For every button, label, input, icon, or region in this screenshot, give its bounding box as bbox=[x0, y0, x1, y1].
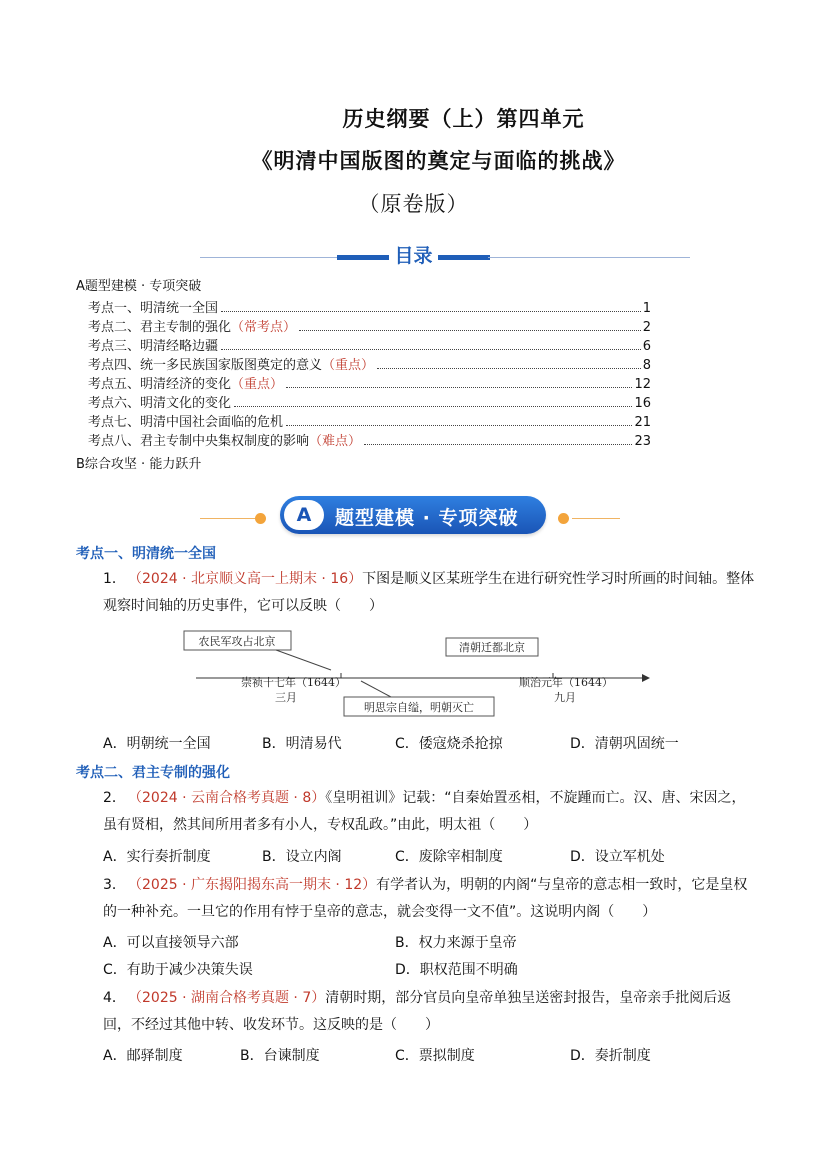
toc-item-label: 考点二、君主专制的强化 bbox=[88, 320, 232, 335]
question-1 bbox=[103, 566, 757, 620]
section-banner bbox=[200, 496, 620, 536]
toc-section-a[interactable]: A题型建模 · 专项突破 bbox=[76, 279, 202, 294]
toc-heading bbox=[200, 240, 690, 266]
event-label: 清朝迁都北京 bbox=[459, 641, 525, 654]
toc-item-label: 考点一、明清统一全国 bbox=[88, 301, 219, 316]
leader-dots bbox=[286, 425, 632, 426]
toc-item[interactable] bbox=[88, 354, 651, 372]
knowledge-point-heading: 考点一、明清统一全国 bbox=[76, 546, 216, 562]
option-b[interactable]: B．权力来源于皇帝 bbox=[395, 935, 517, 951]
month-label: 三月 bbox=[275, 691, 297, 704]
question-text: 下图是顺义区某班学生在进行研究性学习时所画的时间轴。整体观察时间轴的历史事件，它可以反映（ ） bbox=[103, 571, 755, 614]
divider bbox=[200, 257, 340, 258]
option-d[interactable]: D．设立军机处 bbox=[570, 849, 665, 865]
option-b[interactable]: B．明清易代 bbox=[262, 736, 342, 752]
toc-item[interactable] bbox=[88, 411, 651, 429]
toc-item-label: 考点八、君主专制中央集权制度的影响 bbox=[88, 434, 310, 449]
toc-item-tag: （重点） bbox=[322, 358, 375, 373]
document-version: （原卷版） bbox=[358, 192, 469, 216]
connector-line bbox=[276, 650, 331, 670]
toc-item[interactable] bbox=[88, 297, 651, 315]
question-source: （2025 · 湖南合格考真题 · 7） bbox=[128, 990, 326, 1006]
banner-text: 题型建模 · 专项突破 bbox=[335, 507, 519, 529]
option-a[interactable]: A．实行奏折制度 bbox=[103, 849, 211, 865]
toc-item-page: 21 bbox=[634, 415, 651, 430]
question-text: 《皇明祖训》记载：“自秦始置丞相，不旋踵而亡。汉、唐、宋因之，虽有贤相，然其间所用者多有小人，专权乱政。”由此，明太祖（ ） bbox=[103, 790, 746, 833]
option-c[interactable]: C．废除宰相制度 bbox=[395, 849, 503, 865]
divider bbox=[488, 257, 690, 258]
toc-item-label: 考点四、统一多民族国家版图奠定的意义 bbox=[88, 358, 323, 373]
toc-heading-label: 目录 bbox=[394, 245, 433, 267]
toc-item-label: 考点七、明清中国社会面临的危机 bbox=[88, 415, 284, 430]
divider bbox=[337, 255, 389, 260]
leader-dots bbox=[364, 444, 632, 445]
option-a[interactable]: A．邮驿制度 bbox=[103, 1048, 183, 1064]
toc-item[interactable] bbox=[88, 316, 651, 334]
option-b[interactable]: B．台谏制度 bbox=[240, 1048, 320, 1064]
question-number: 2． bbox=[103, 790, 126, 806]
toc-item-page: 12 bbox=[634, 377, 651, 392]
question-text: 有学者认为，明朝的内阁“与皇帝的意志相一致时，它是皇权的一种补充。一旦它的作用有悖于皇帝的意志，就会变得一文不值”。这说明内阁（ ） bbox=[103, 877, 748, 920]
option-c[interactable]: C．倭寇烧杀抢掠 bbox=[395, 736, 503, 752]
event-label: 农民军攻占北京 bbox=[198, 635, 276, 648]
toc-item[interactable] bbox=[88, 335, 651, 353]
dot-icon bbox=[558, 513, 569, 524]
knowledge-point-heading: 考点二、君主专制的强化 bbox=[76, 765, 230, 781]
toc-item-label: 考点五、明清经济的变化 bbox=[88, 377, 232, 392]
event-label: 明思宗自缢，明朝灭亡 bbox=[364, 701, 474, 714]
toc-item[interactable] bbox=[88, 430, 651, 448]
question-text: 清朝时期，部分官员向皇帝单独呈送密封报告，皇帝亲手批阅后返回，不经过其他中转、收发环节。这反映的是（ ） bbox=[103, 990, 732, 1033]
leader-dots bbox=[377, 368, 641, 369]
timeline-figure bbox=[176, 627, 651, 719]
leader-dots bbox=[234, 406, 632, 407]
toc-item-page: 1 bbox=[642, 301, 651, 316]
month-label: 九月 bbox=[554, 691, 576, 704]
question-4 bbox=[103, 985, 757, 1039]
option-d[interactable]: D．清朝巩固统一 bbox=[570, 736, 679, 752]
divider bbox=[572, 518, 620, 519]
toc-item-label: 考点三、明清经略边疆 bbox=[88, 339, 219, 354]
option-d[interactable]: D．职权范围不明确 bbox=[395, 962, 518, 978]
option-b[interactable]: B．设立内阁 bbox=[262, 849, 342, 865]
arrow-icon bbox=[642, 674, 650, 682]
divider bbox=[200, 518, 258, 519]
toc-item-label: 考点六、明清文化的变化 bbox=[88, 396, 232, 411]
divider bbox=[438, 255, 490, 260]
option-c[interactable]: C．票拟制度 bbox=[395, 1048, 475, 1064]
connector-line bbox=[361, 681, 391, 697]
toc-item-tag: （常考点） bbox=[231, 320, 297, 335]
leader-dots bbox=[286, 387, 632, 388]
dot-icon bbox=[255, 513, 266, 524]
toc-item[interactable] bbox=[88, 392, 651, 410]
toc-item-page: 6 bbox=[642, 339, 651, 354]
document-subtitle: 《明清中国版图的奠定与面临的挑战》 bbox=[251, 149, 626, 173]
option-c[interactable]: C．有助于减少决策失误 bbox=[103, 962, 253, 978]
toc-item-page: 23 bbox=[634, 434, 651, 449]
question-number: 4． bbox=[103, 990, 126, 1006]
banner-pill bbox=[280, 496, 546, 534]
leader-dots bbox=[221, 311, 641, 312]
option-a[interactable]: A．可以直接领导六部 bbox=[103, 935, 239, 951]
toc-section-b[interactable]: B综合攻坚 · 能力跃升 bbox=[76, 457, 202, 472]
toc-item-page: 8 bbox=[642, 358, 651, 373]
date-label: 崇祯十七年（1644） bbox=[241, 676, 346, 689]
document-title: 历史纲要（上）第四单元 bbox=[342, 107, 585, 131]
question-source: （2024 · 北京顺义高一上期末 · 16） bbox=[128, 571, 363, 587]
date-label: 顺治元年（1644） bbox=[519, 676, 613, 689]
question-number: 3． bbox=[103, 877, 126, 893]
option-a[interactable]: A．明朝统一全国 bbox=[103, 736, 211, 752]
toc-item-tag: （难点） bbox=[309, 434, 362, 449]
question-source: （2025 · 广东揭阳揭东高一期末 · 12） bbox=[128, 877, 377, 893]
toc-item[interactable] bbox=[88, 373, 651, 391]
question-source: （2024 · 云南合格考真题 · 8） bbox=[128, 790, 326, 806]
question-number: 1． bbox=[103, 571, 126, 587]
option-d[interactable]: D．奏折制度 bbox=[570, 1048, 651, 1064]
question-3 bbox=[103, 872, 757, 926]
toc-item-page: 16 bbox=[634, 396, 651, 411]
toc-item-page: 2 bbox=[642, 320, 651, 335]
question-2 bbox=[103, 785, 757, 839]
leader-dots bbox=[221, 349, 641, 350]
toc-item-tag: （重点） bbox=[231, 377, 284, 392]
leader-dots bbox=[299, 330, 641, 331]
banner-badge: A bbox=[284, 500, 324, 530]
